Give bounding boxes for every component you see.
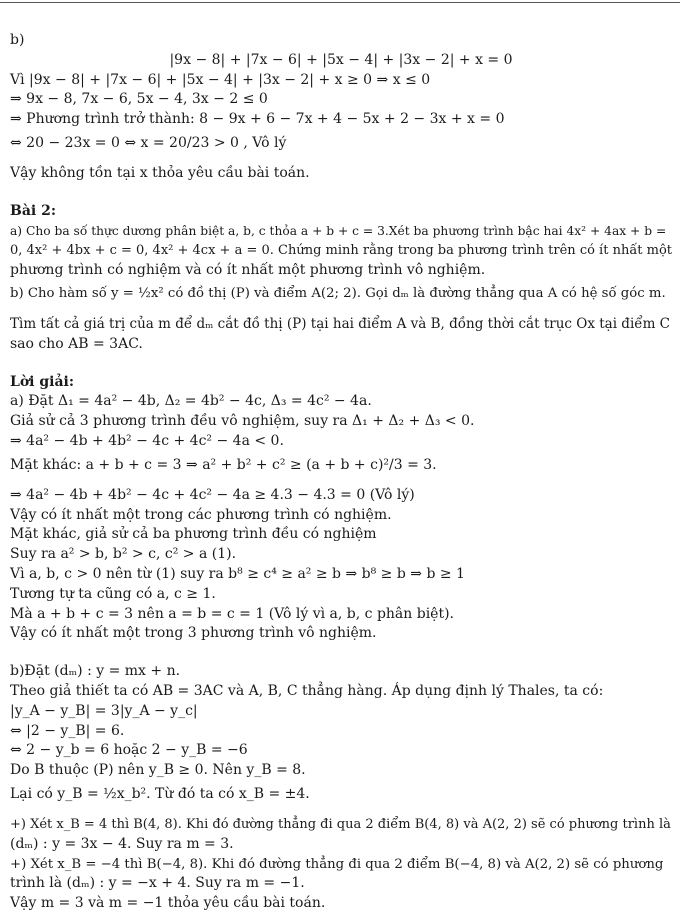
solution-b-line: +) Xét x_B = −4 thì B(−4, 8). Khi đó đường thẳng đi qua 2 điểm B(−4, 8) và A(2, 2) sẽ có phương (10, 856, 664, 872)
solution-b-line: ⇔ |2 − y_B| = 6. (10, 722, 125, 739)
solution-a-line: ⇒ 4a² − 4b + 4b² − 4c + 4c² − 4a < 0. (10, 432, 284, 449)
bai2-line: 0, 4x² + 4bx + c = 0, 4x² + 4cx + a = 0. Chứng minh rằng trong ba phương trình trên có ít nhất một (10, 243, 673, 259)
solution-b-line: Vậy m = 3 và m = −1 thỏa yêu cầu bài toán. (10, 895, 326, 912)
bai2-line: Tìm tất cả giá trị của m để dₘ cắt đồ thị (P) tại hai điểm A và B, đồng thời cắt trục Ox tại điểm C (10, 315, 670, 332)
solution-b-line: Do B thuộc (P) nên y_B ≥ 0. Nên y_B = 8. (10, 762, 306, 779)
loigiai-title: Lời giải: (10, 373, 75, 390)
solution-a-line: Vậy có ít nhất một trong các phương trình có nghiệm. (10, 506, 392, 523)
solution-b-line: Theo giả thiết ta có AB = 3AC và A, B, C thẳng hàng. Áp dụng định lý Thales, ta có: (10, 682, 604, 699)
solution-a-line: a) Đặt Δ₁ = 4a² − 4b, Δ₂ = 4b² − 4c, Δ₃ = 4c² − 4a. (10, 393, 372, 410)
part1-line: ⇒ 9x − 8, 7x − 6, 5x − 4, 3x − 2 ≤ 0 (10, 91, 268, 108)
solution-b-line: (dₘ) : y = 3x − 4. Suy ra m = 3. (10, 835, 234, 852)
solution-a-line: Vậy có ít nhất một trong 3 phương trình vô nghiệm. (10, 625, 377, 642)
solution-a-line: Suy ra a² > b, b² > c, c² > a (1). (10, 546, 237, 563)
solution-b-line: Lại có y_B = ½x_b². Từ đó ta có x_B = ±4. (10, 785, 310, 802)
solution-b-line: |y_A − y_B| = 3|y_A − y_c| (10, 702, 198, 719)
part-b-label: b) (10, 32, 25, 48)
bai2-line: b) Cho hàm số y = ½x² có đồ thị (P) và điểm A(2; 2). Gọi dₘ là đường thẳng qua A có hệ số góc m. (10, 285, 666, 301)
solution-a-line: Mặt khác: a + b + c = 3 ⇒ a² + b² + c² ≥ (a + b + c)²/3 = 3. (10, 456, 437, 473)
document-page (10, 31, 672, 914)
bai2-title: Bài 2: (10, 202, 57, 219)
part1-line: Vì |9x − 8| + |7x − 6| + |5x − 4| + |3x − 2| + x ≥ 0 ⇒ x ≤ 0 (10, 71, 431, 88)
part1-line: Vậy không tồn tại x thỏa yêu cầu bài toán. (10, 164, 310, 181)
part1-line: ⇒ Phương trình trở thành: 8 − 9x + 6 − 7x + 4 − 5x + 2 − 3x + x = 0 (10, 111, 505, 128)
solution-b-line: +) Xét x_B = 4 thì B(4, 8). Khi đó đường thẳng đi qua 2 điểm B(4, 8) và A(2, 2) sẽ có phương trình là (10, 816, 671, 832)
solution-b-line: trình là (dₘ) : y = −x + 4. Suy ra m = −1. (10, 875, 305, 892)
bai2-line: sao cho AB = 3AC. (10, 335, 143, 352)
bai2-line: a) Cho ba số thực dương phân biệt a, b, c thỏa a + b + c = 3.Xét ba phương trình bậc hai 4x² + 4ax + b = (10, 223, 667, 238)
solution-b-line: b)Đặt (dₘ) : y = mx + n. (10, 663, 181, 680)
solution-a-line: Giả sử cả 3 phương trình đều vô nghiệm, suy ra Δ₁ + Δ₂ + Δ₃ < 0. (10, 413, 475, 430)
solution-a-line: Mà a + b + c = 3 nên a = b = c = 1 (Vô lý vì a, b, c phân biệt). (10, 605, 454, 622)
main-equation: |9x − 8| + |7x − 6| + |5x − 4| + |3x − 2| + x = 0 (169, 51, 513, 68)
bai2-line: phương trình có nghiệm và có ít nhất một phương trình vô nghiệm. (10, 262, 486, 279)
solution-a-line: Tương tự ta cũng có a, c ≥ 1. (10, 585, 216, 602)
solution-a-line: Mặt khác, giả sử cả ba phương trình đều có nghiệm (10, 526, 377, 543)
solution-a-line: Vì a, b, c > 0 nên từ (1) suy ra b⁸ ≥ c⁴ ≥ a² ≥ b ⇒ b⁸ ≥ b ⇒ b ≥ 1 (10, 565, 465, 582)
top-rule (0, 2, 680, 3)
part1-line: ⇔ 20 − 23x = 0 ⇔ x = 20/23 > 0 , Vô lý (10, 134, 287, 151)
solution-b-line: ⇔ 2 − y_b = 6 hoặc 2 − y_B = −6 (10, 742, 248, 759)
solution-a-line: ⇒ 4a² − 4b + 4b² − 4c + 4c² − 4a ≥ 4.3 − 4.3 = 0 (Vô lý) (10, 486, 415, 503)
